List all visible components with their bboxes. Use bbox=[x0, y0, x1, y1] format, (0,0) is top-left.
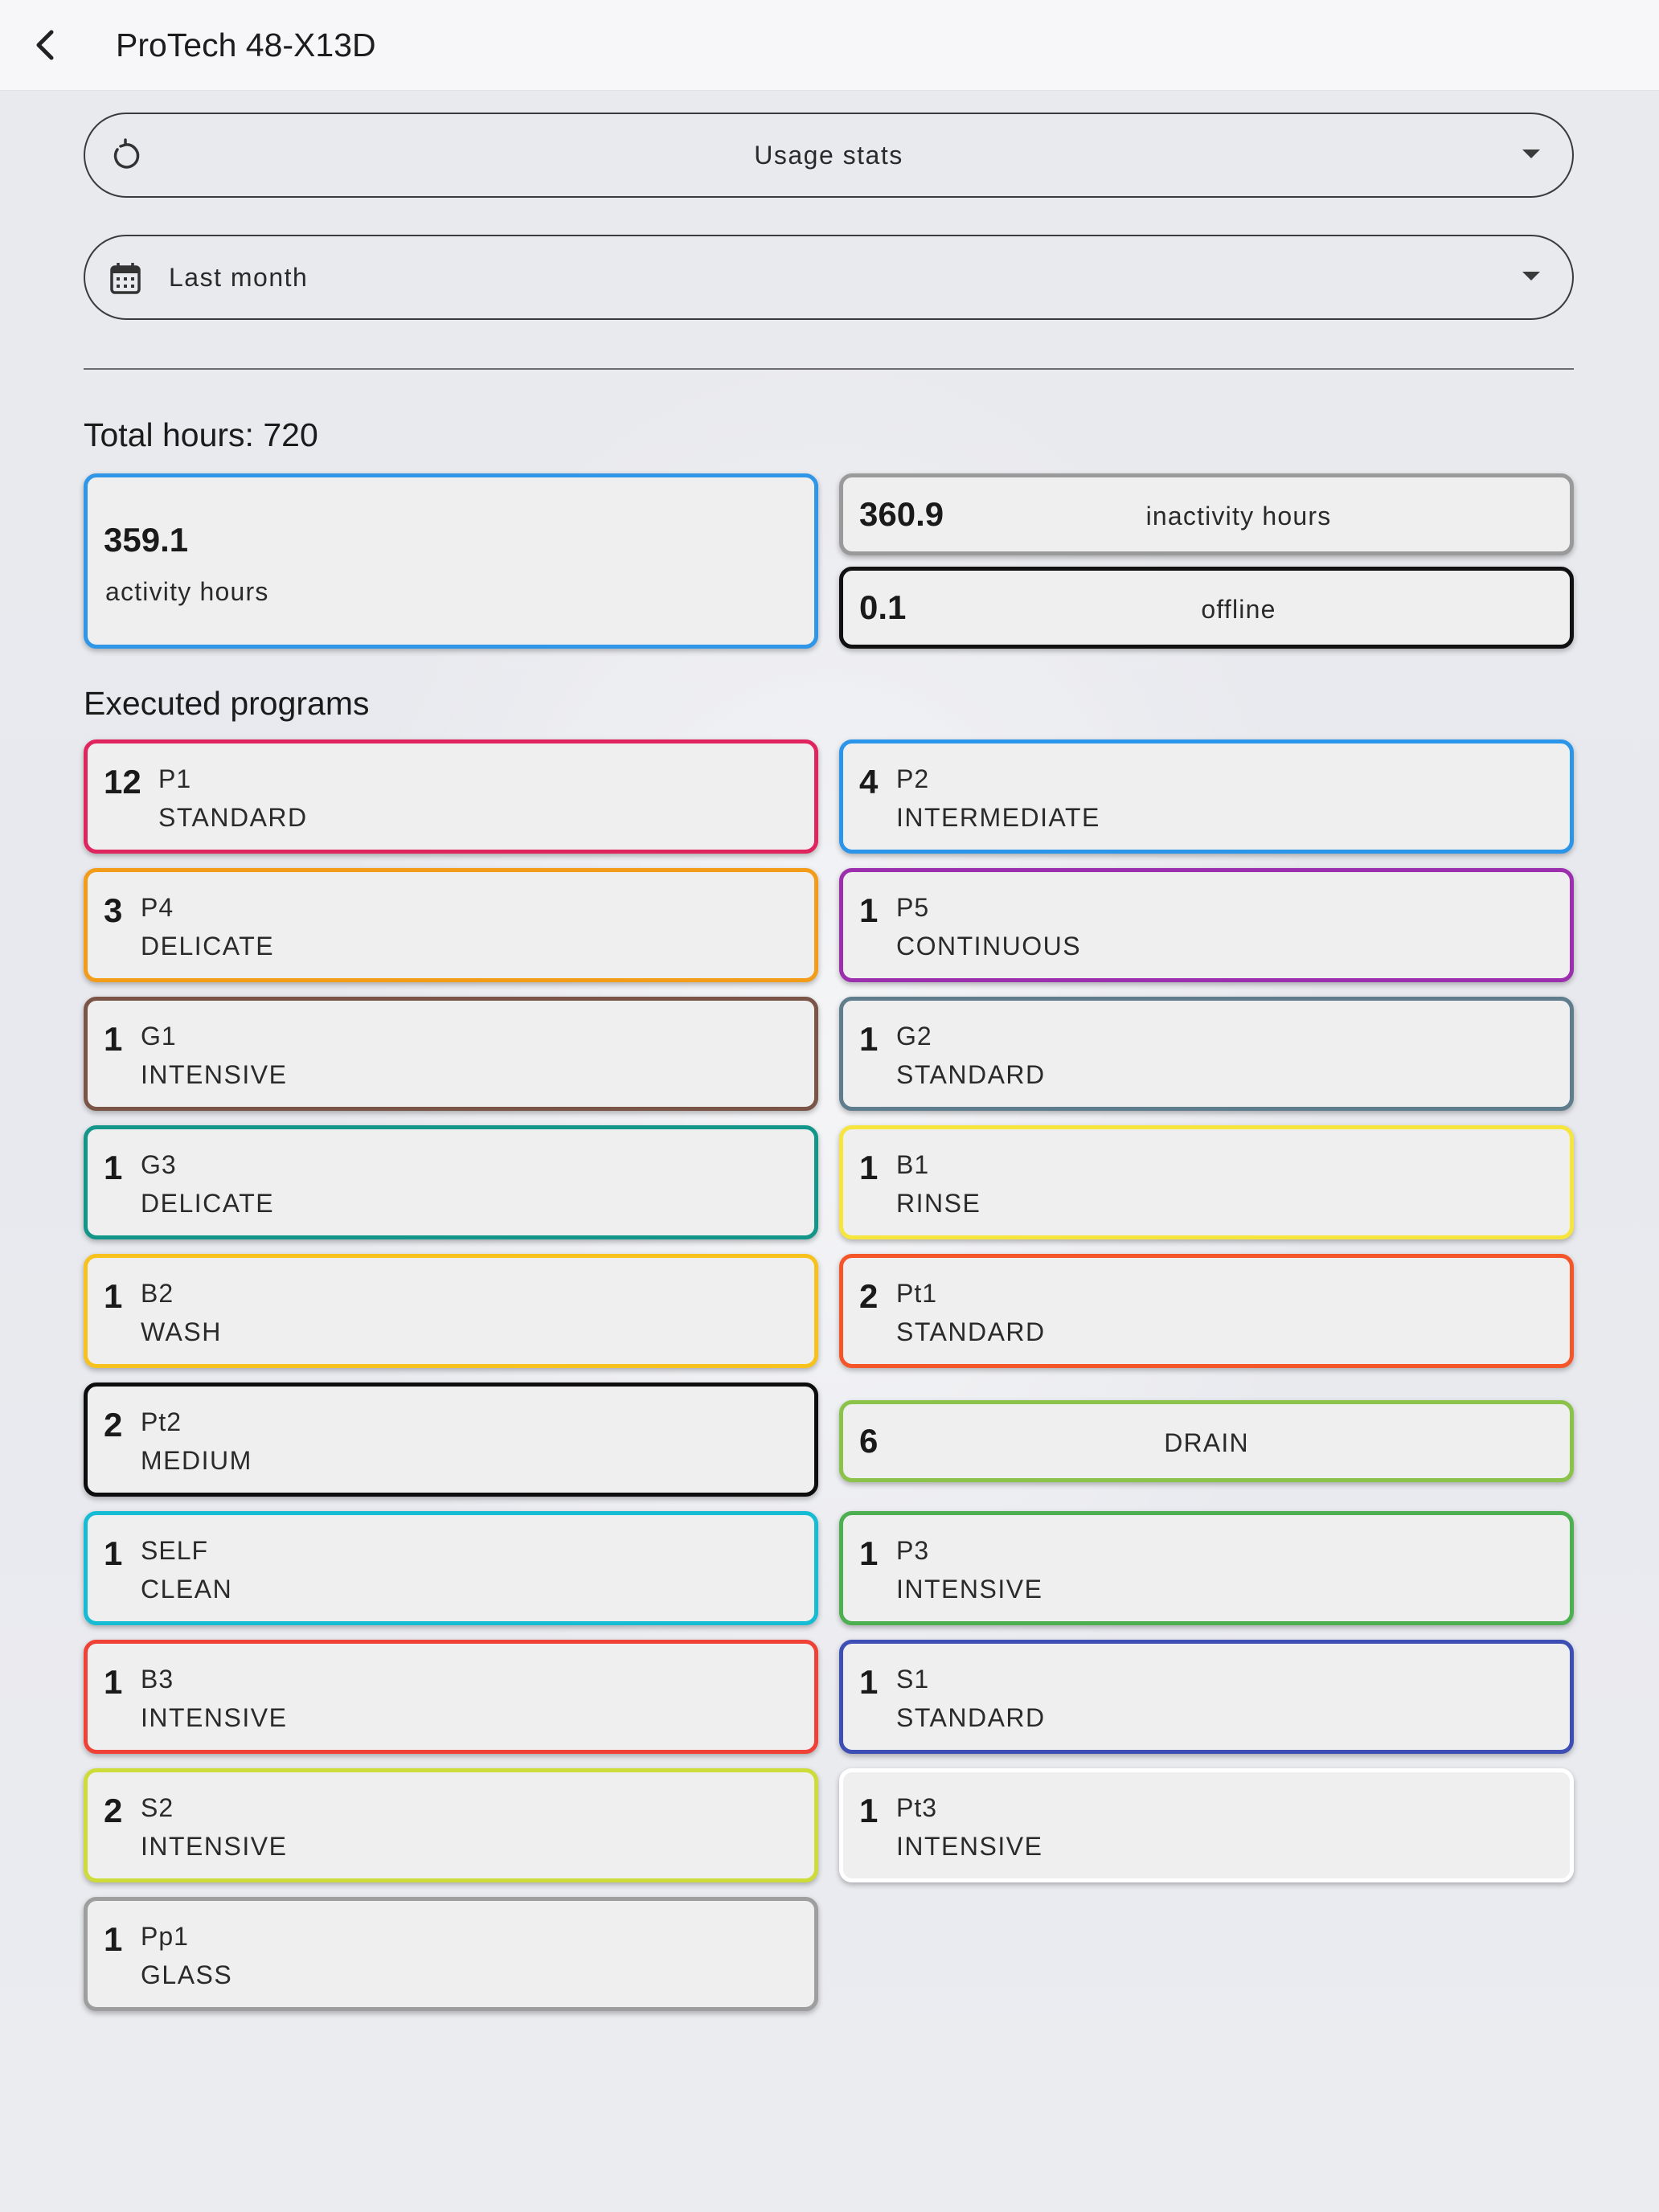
program-code: B1 bbox=[896, 1150, 930, 1179]
program-code: P2 bbox=[896, 764, 930, 793]
program-name: MEDIUM bbox=[141, 1446, 252, 1475]
program-code: Pt1 bbox=[896, 1279, 938, 1308]
program-count: 12 bbox=[104, 763, 141, 801]
program-count: 1 bbox=[859, 1149, 879, 1186]
stats-type-select[interactable] bbox=[84, 113, 1574, 198]
program-name: DELICATE bbox=[141, 1189, 275, 1218]
program-name: INTENSIVE bbox=[896, 1575, 1043, 1604]
program-count: 1 bbox=[104, 1149, 123, 1186]
program-name: DELICATE bbox=[141, 932, 275, 961]
period-value: Last month bbox=[169, 262, 309, 292]
program-code: S2 bbox=[141, 1793, 174, 1822]
program-card bbox=[839, 1400, 1574, 1482]
program-count: 1 bbox=[104, 1534, 123, 1572]
program-name: INTENSIVE bbox=[141, 1703, 288, 1732]
program-count: 1 bbox=[104, 1020, 123, 1058]
back-button[interactable] bbox=[18, 18, 72, 72]
program-name: CLEAN bbox=[141, 1575, 233, 1604]
program-code: G3 bbox=[141, 1150, 177, 1179]
program-name: INTENSIVE bbox=[896, 1832, 1043, 1861]
divider bbox=[84, 368, 1574, 370]
offline-hours-value: 0.1 bbox=[859, 588, 907, 626]
program-code: P3 bbox=[896, 1536, 930, 1565]
program-count: 2 bbox=[859, 1277, 879, 1315]
program-card bbox=[84, 1640, 818, 1754]
program-name: CONTINUOUS bbox=[896, 932, 1082, 961]
program-card bbox=[839, 1254, 1574, 1368]
program-card bbox=[839, 1125, 1574, 1239]
program-code: B3 bbox=[141, 1665, 174, 1694]
program-code: G1 bbox=[141, 1022, 177, 1051]
program-count: 1 bbox=[859, 891, 879, 929]
program-count: 6 bbox=[859, 1422, 879, 1460]
program-name: STANDARD bbox=[896, 1060, 1046, 1089]
program-code: G2 bbox=[896, 1022, 932, 1051]
offline-hours-card bbox=[839, 567, 1574, 649]
program-count: 1 bbox=[104, 1277, 123, 1315]
activity-hours-value: 359.1 bbox=[104, 521, 189, 559]
program-count: 1 bbox=[859, 1020, 879, 1058]
program-card bbox=[84, 1125, 818, 1239]
program-card bbox=[84, 868, 818, 982]
program-code: S1 bbox=[896, 1665, 930, 1694]
programs-section-title: Executed programs bbox=[84, 685, 370, 722]
program-name: DRAIN bbox=[1164, 1428, 1249, 1457]
activity-hours-label: activity hours bbox=[105, 577, 269, 606]
program-card bbox=[839, 1640, 1574, 1754]
calendar-icon bbox=[108, 260, 143, 296]
program-name: INTENSIVE bbox=[141, 1060, 288, 1089]
dropdown-arrow-icon bbox=[1522, 272, 1540, 281]
program-code: P4 bbox=[141, 893, 174, 922]
program-name: STANDARD bbox=[896, 1317, 1046, 1346]
program-card bbox=[84, 739, 818, 854]
program-card bbox=[84, 1768, 818, 1882]
program-name: GLASS bbox=[141, 1960, 233, 1989]
program-code: SELF bbox=[141, 1536, 209, 1565]
program-count: 2 bbox=[104, 1792, 123, 1829]
stats-type-value: Usage stats bbox=[754, 140, 903, 170]
program-code: Pt3 bbox=[896, 1793, 938, 1822]
page-title: ProTech 48-X13D bbox=[116, 27, 376, 63]
program-card bbox=[84, 1511, 818, 1625]
program-count: 4 bbox=[859, 763, 879, 801]
program-name: WASH bbox=[141, 1317, 222, 1346]
program-name: RINSE bbox=[896, 1189, 981, 1218]
program-card bbox=[84, 1382, 818, 1497]
inactivity-hours-card bbox=[839, 473, 1574, 555]
period-select[interactable] bbox=[84, 235, 1574, 320]
program-name: STANDARD bbox=[896, 1703, 1046, 1732]
activity-hours-card bbox=[84, 473, 818, 649]
program-count: 1 bbox=[104, 1663, 123, 1701]
program-count: 1 bbox=[104, 1920, 123, 1958]
program-card bbox=[84, 997, 818, 1111]
program-code: B2 bbox=[141, 1279, 174, 1308]
program-count: 1 bbox=[859, 1663, 879, 1701]
total-hours-label: Total hours: 720 bbox=[84, 416, 318, 453]
inactivity-hours-label: inactivity hours bbox=[1145, 502, 1332, 530]
program-count: 1 bbox=[859, 1792, 879, 1829]
program-card bbox=[839, 1511, 1574, 1625]
inactivity-hours-value: 360.9 bbox=[859, 495, 944, 533]
program-code: P1 bbox=[158, 764, 192, 793]
back-arrow-icon bbox=[29, 26, 61, 64]
program-card bbox=[839, 997, 1574, 1111]
program-code: Pp1 bbox=[141, 1922, 189, 1951]
program-count: 1 bbox=[859, 1534, 879, 1572]
program-card bbox=[84, 1254, 818, 1368]
offline-hours-label: offline bbox=[1201, 595, 1276, 624]
program-card bbox=[839, 739, 1574, 854]
program-card bbox=[839, 868, 1574, 982]
dropdown-arrow-icon bbox=[1522, 150, 1540, 158]
program-name: STANDARD bbox=[158, 803, 308, 832]
program-name: INTERMEDIATE bbox=[896, 803, 1100, 832]
program-code: P5 bbox=[896, 893, 930, 922]
program-count: 2 bbox=[104, 1406, 123, 1444]
program-name: INTENSIVE bbox=[141, 1832, 288, 1861]
program-card bbox=[839, 1768, 1574, 1882]
app-bar bbox=[0, 0, 1659, 91]
program-code: Pt2 bbox=[141, 1407, 182, 1436]
program-card bbox=[84, 1897, 818, 2011]
program-count: 3 bbox=[104, 891, 123, 929]
